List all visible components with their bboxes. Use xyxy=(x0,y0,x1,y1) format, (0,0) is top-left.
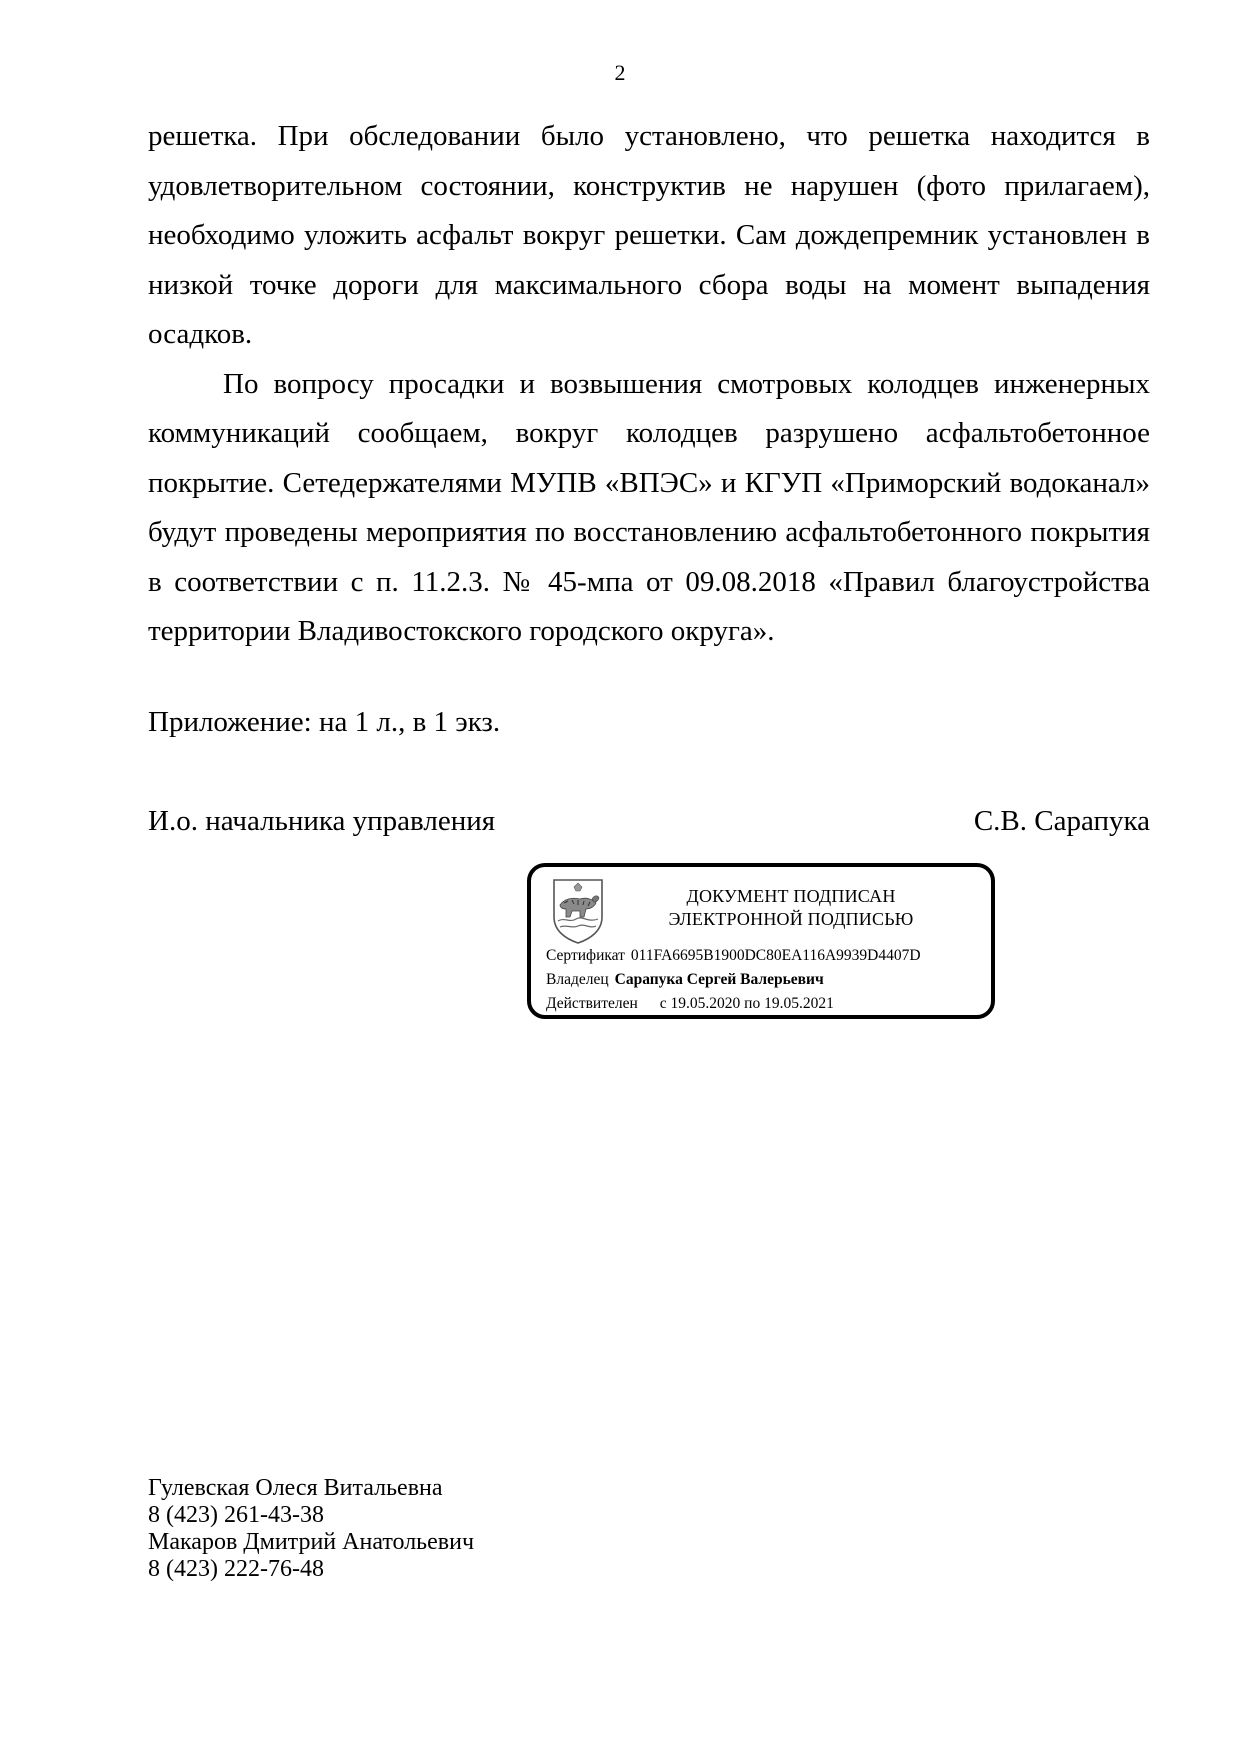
contact-phone-2: 8 (423) 222-76-48 xyxy=(148,1556,324,1582)
stamp-title-line-1: ДОКУМЕНТ ПОДПИСАН xyxy=(686,886,896,906)
stamp-title-line-2: ЭЛЕКТРОННОЙ ПОДПИСЬЮ xyxy=(668,909,914,929)
contact-name-1: Гулевская Олеся Витальевна xyxy=(148,1475,443,1501)
appendix-note: Приложение: на 1 л., в 1 экз. xyxy=(148,706,501,738)
tiger-coat-of-arms-icon xyxy=(550,877,606,945)
signer-position: И.о. начальника управления xyxy=(148,805,496,837)
signature-block xyxy=(148,801,1150,841)
paragraph-manholes: По вопросу просадки и возвышения смотровых колодцев инженерных коммуникаций сообщаем, вокруг колодцев разрушено асфальтобетонное покрытие. Сетедержателями МУПВ «ВПЭС» и КГУП «Приморский водоканал» будут проведены мероприятия по восстановлению асфальтобетонного покрытия в соответствии с п. 11.2.3. № 45-мпа от 09.08.2018 «Правил благоустройства территории Владивостокского городского округа». xyxy=(148,367,1150,647)
stamp-owner xyxy=(546,970,824,990)
letter-body xyxy=(148,112,1150,657)
valid-label: Действителен xyxy=(546,995,638,1012)
valid-value: с 19.05.2020 по 19.05.2021 xyxy=(659,995,834,1012)
contact-name-2: Макаров Дмитрий Анатольевич xyxy=(148,1529,475,1555)
certificate-value: 011FA6695B1900DC80EA116A9939D4407D xyxy=(630,947,921,964)
contacts-block xyxy=(148,1475,474,1583)
paragraph-drain-grate: решетка. При обследовании было установлено, что решетка находится в удовлетворительном состоянии, конструктив не нарушен (фото прилагаем), необходимо уложить асфальт вокруг решетки. Сам дождепремник установлен в низкой точке дороги для максимального сбора воды на момент выпадения осадков. xyxy=(148,120,1150,350)
stamp-title xyxy=(611,885,971,931)
stamp-certificate xyxy=(546,946,921,966)
owner-label: Владелец xyxy=(546,971,609,988)
stamp-validity xyxy=(546,994,834,1014)
owner-value: Сарапука Сергей Валерьевич xyxy=(614,971,824,988)
page-number: 2 xyxy=(614,60,626,85)
signer-name: С.В. Сарапука xyxy=(973,805,1150,837)
electronic-signature-stamp xyxy=(527,863,995,1019)
contact-phone-1: 8 (423) 261-43-38 xyxy=(148,1502,324,1528)
certificate-label: Сертификат xyxy=(546,947,625,964)
